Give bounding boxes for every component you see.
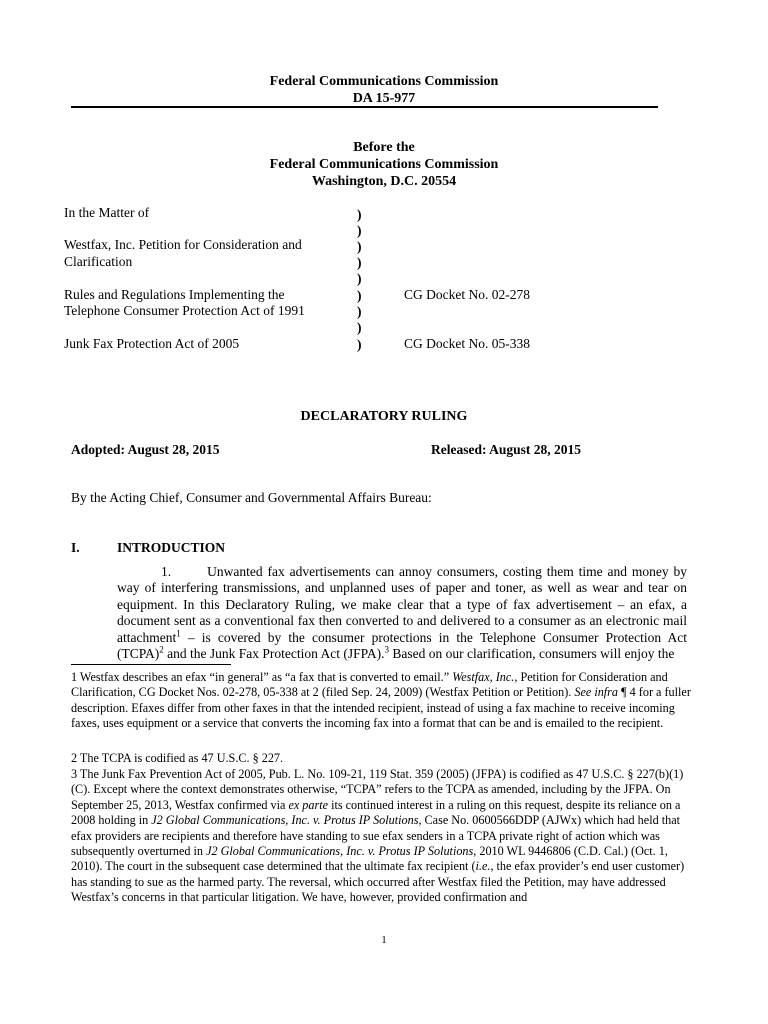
caption-petition-line1: Westfax, Inc. Petition for Consideration and <box>64 237 302 252</box>
released-date: Released: August 28, 2015 <box>431 442 582 457</box>
before-agency: Federal Communications Commission <box>269 157 499 172</box>
caption-paren: ) <box>357 255 362 270</box>
footnote-2: 2 The TCPA is codified as 47 U.S.C. § 227. <box>71 751 284 765</box>
caption-rules-line1: Rules and Regulations Implementing the <box>64 287 285 302</box>
paragraph-1: 1. Unwanted fax advertisements can annoy consumers, costing them time and money by way of interfering transmissions, and unplanned uses of paper and toner, as well as wear and tear on equipment. In this Declaratory Ruling, we make clear that a type of fax advertisement – an efax, a document sent as a conventional fax then converted to and delivered to a consumer as an electronic mail attachment$^1$ – is covered by the consumer protections in the Telephone Consumer Protection Act (TCPA)$^2$ and the Junk Fax Protection Act (JFPA).$^3$ Based on our clarification, consumers will enjoy the <box>117 564 687 662</box>
footnote-1: 1 Westfax describes an efax “in general” as “a fax that is converted to email.” Westfax, Inc., Petition for Consideration and Clarification, CG Docket Nos. 02-278, 05-338 at 2 (filed Sep. 24, 2009) (Westfax Petition or Petition). See infra ¶ 4 for a fuller description. Efaxes differ from other faxes in that the intended recipient, instead of using a fax machine to receive incoming faxes, uses equipment or a service that converts the incoming fax into a format that can be and is emailed to the recipient. <box>71 670 691 731</box>
by-line: By the Acting Chief, Consumer and Governmental Affairs Bureau: <box>71 490 432 505</box>
document-title: DECLARATORY RULING <box>300 409 468 424</box>
footnote-ref-3[interactable]: 3 <box>384 644 390 655</box>
caption-paren: ) <box>357 320 362 335</box>
header-doc-number: DA 15-977 <box>352 91 416 106</box>
section-heading: INTRODUCTION <box>117 540 226 555</box>
footnote-ref-1[interactable]: 1 <box>176 628 181 639</box>
caption-paren: ) <box>357 239 362 254</box>
adopted-date: Adopted: August 28, 2015 <box>71 442 220 457</box>
caption-paren: ) <box>357 304 362 319</box>
caption-paren: ) <box>357 223 362 238</box>
before-location: Washington, D.C. 20554 <box>311 174 457 189</box>
caption-paren: ) <box>357 271 362 286</box>
caption-petition-line2: Clarification <box>64 254 133 269</box>
footnote-3: 3 The Junk Fax Prevention Act of 2005, Pub. L. No. 109-21, 119 Stat. 359 (2005) (JFPA) is codified as 47 U.S.C. § 227(b)(1)(C). Except where the context demonstrates otherwise, “TCPA” refers to the TCPA as amended, including by the JFPA. On September 25, 2013, Westfax confirmed via ex parte its continued interest in a ruling on this request, despite its reliance on a 2008 holding in J2 Global Communications, Inc. v. Protus IP Solutions, Case No. 0600566DDP (AJWx) which had held that efax providers are recipients and therefore have standing to sue efax senders in a TCPA private right of action which was subsequently overturned in J2 Global Communications, Inc. v. Protus IP Solutions, 2010 WL 9446806 (C.D. Cal.) (Oct. 1, 2010). The court in the subsequent case determined that the ultimate fax recipient (i.e., the efax provider’s end user customer) has standing to sue as the harmed party. The reversal, which occurred after Westfax filed the Petition, may have addressed Westfax’s concerns in that particular litigation. We have, however, provided confirmation and <box>71 767 685 905</box>
header-agency: Federal Communications Commission <box>269 74 499 89</box>
docket-number-2: CG Docket No. 05-338 <box>404 336 530 351</box>
footnote-ref-2[interactable]: 2 <box>159 644 164 655</box>
before-line: Before the <box>353 140 415 155</box>
caption-rules-line2: Telephone Consumer Protection Act of 1991 <box>64 303 305 318</box>
caption-paren: ) <box>357 337 362 352</box>
section-number: I. <box>71 540 80 555</box>
caption-paren: ) <box>357 288 362 303</box>
page-number: 1 <box>381 934 387 946</box>
caption-paren: ) <box>357 207 362 222</box>
paragraph-number: 1. <box>161 564 172 579</box>
caption-in-matter: In the Matter of <box>64 205 150 220</box>
caption-junk-fax: Junk Fax Protection Act of 2005 <box>64 336 240 351</box>
header-rule <box>71 106 658 108</box>
docket-number-1: CG Docket No. 02-278 <box>404 287 530 302</box>
footnote-separator <box>71 664 231 665</box>
